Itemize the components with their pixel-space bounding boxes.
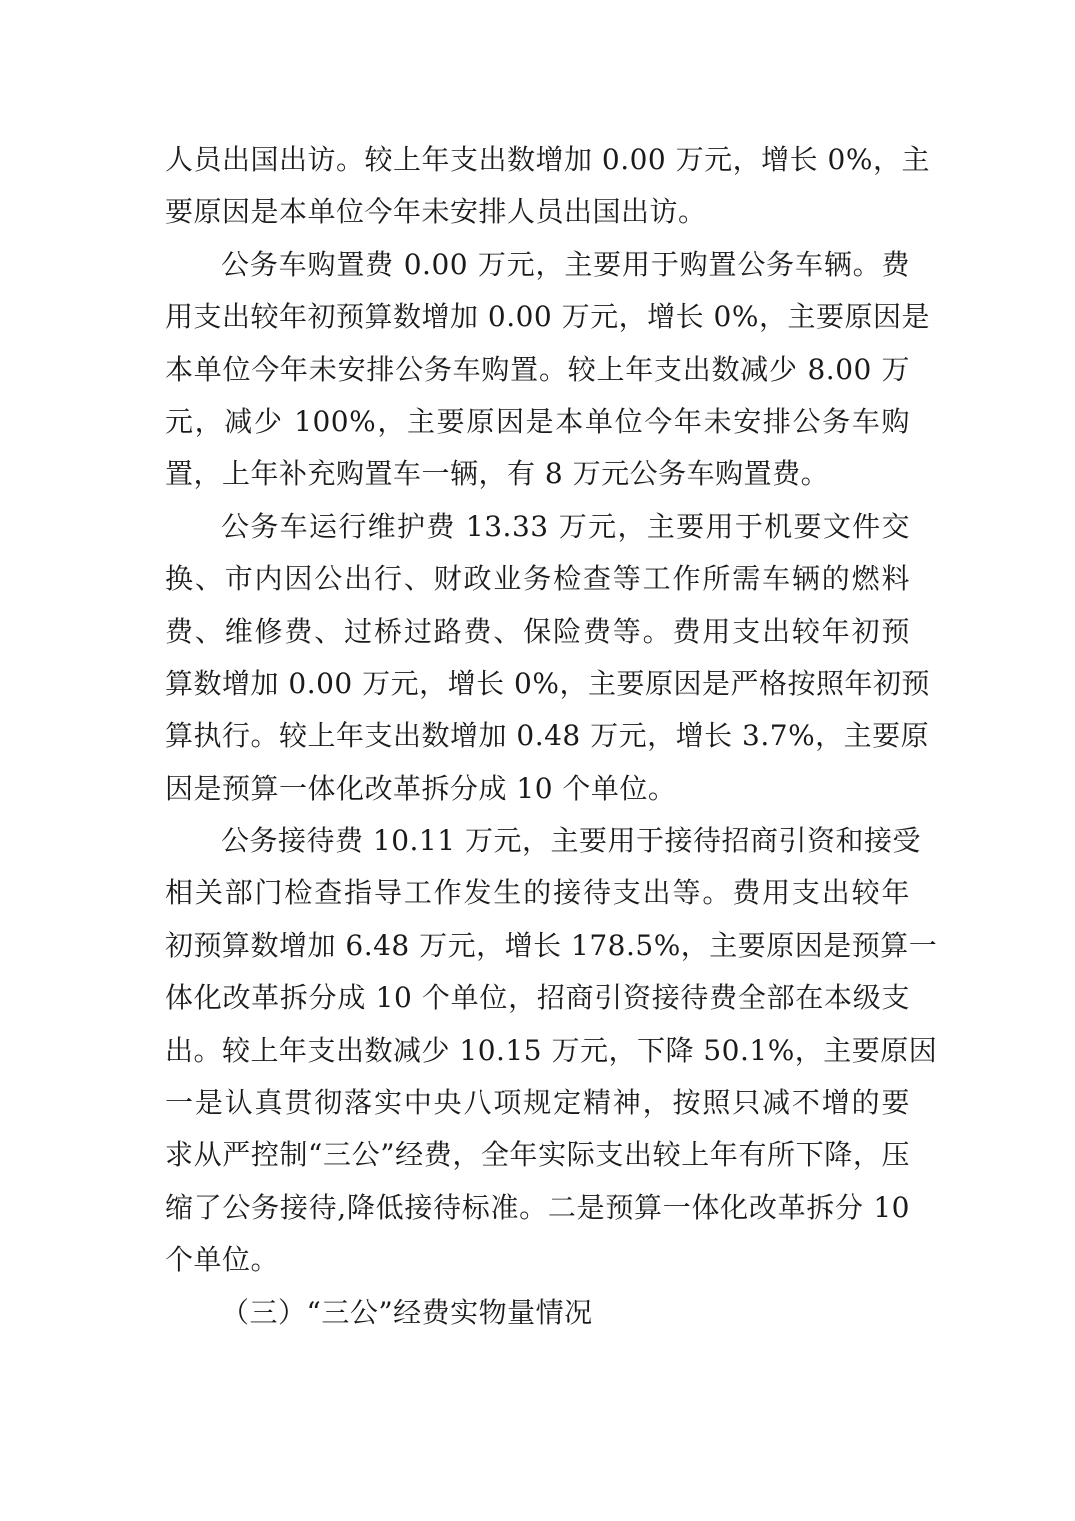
document-body — [165, 134, 938, 1339]
text-line: 人员出国出访。较上年支出数增加 0.00 万元，增长 0%，主 — [165, 143, 930, 176]
text-line: 换、市内因公出行、财政业务检查等工作所需车辆的燃料 — [165, 562, 910, 596]
paragraph-vehicle-purchase — [165, 239, 930, 501]
text-line: 算执行。较上年支出数增加 0.48 万元，增长 3.7%，主要原 — [165, 719, 930, 753]
text-line: 算数增加 0.00 万元，增长 0%，主要原因是严格按照年初预 — [165, 666, 930, 700]
text-line: 一是认真贯彻落实中央八项规定精神，按照只减不增的要 — [165, 1086, 910, 1120]
paragraph-vehicle-maintenance — [165, 501, 930, 815]
text-line: 相关部门检查指导工作发生的接待支出等。费用支出较年 — [165, 876, 910, 910]
text-line: 公务车购置费 0.00 万元，主要用于购置公务车辆。费 — [221, 247, 910, 281]
text-line: 因是预算一体化改革拆分成 10 个单位。 — [165, 771, 677, 805]
text-line: 元，减少 100%，主要原因是本单位今年未安排公务车购 — [165, 404, 910, 438]
text-line: 要原因是本单位今年未安排人员出国出访。 — [165, 195, 707, 229]
text-line: 体化改革拆分成 10 个单位，招商引资接待费全部在本级支 — [165, 981, 910, 1015]
text-line: 出。较上年支出数减少 10.15 万元，下降 50.1%，主要原因 — [165, 1033, 938, 1067]
text-line: 用支出较年初预算数增加 0.00 万元，增长 0%，主要原因是 — [165, 300, 930, 334]
text-line: 费、维修费、过桥过路费、保险费等。费用支出较年初预 — [165, 614, 910, 648]
text-line: 个单位。 — [165, 1243, 280, 1277]
paragraph-overseas-continuation — [165, 134, 930, 239]
section-heading: （三）“三公”经费实物量情况 — [221, 1295, 593, 1329]
text-line: 公务车运行维护费 13.33 万元，主要用于机要文件交 — [221, 509, 910, 543]
text-line: 缩了公务接待,降低接待标准。二是预算一体化改革拆分 10 — [165, 1190, 910, 1224]
text-line: 本单位今年未安排公务车购置。较上年支出数减少 8.00 万 — [165, 352, 910, 386]
text-line: 初预算数增加 6.48 万元，增长 178.5%，主要原因是预算一 — [165, 928, 938, 962]
text-line: 公务接待费 10.11 万元，主要用于接待招商引资和接受 — [221, 824, 921, 858]
text-line: 求从严控制“三公”经费，全年实际支出较上年有所下降，压 — [165, 1138, 910, 1172]
paragraph-reception — [165, 815, 938, 1287]
text-line: 置，上年补充购置车一辆，有 8 万元公务车购置费。 — [165, 457, 830, 491]
